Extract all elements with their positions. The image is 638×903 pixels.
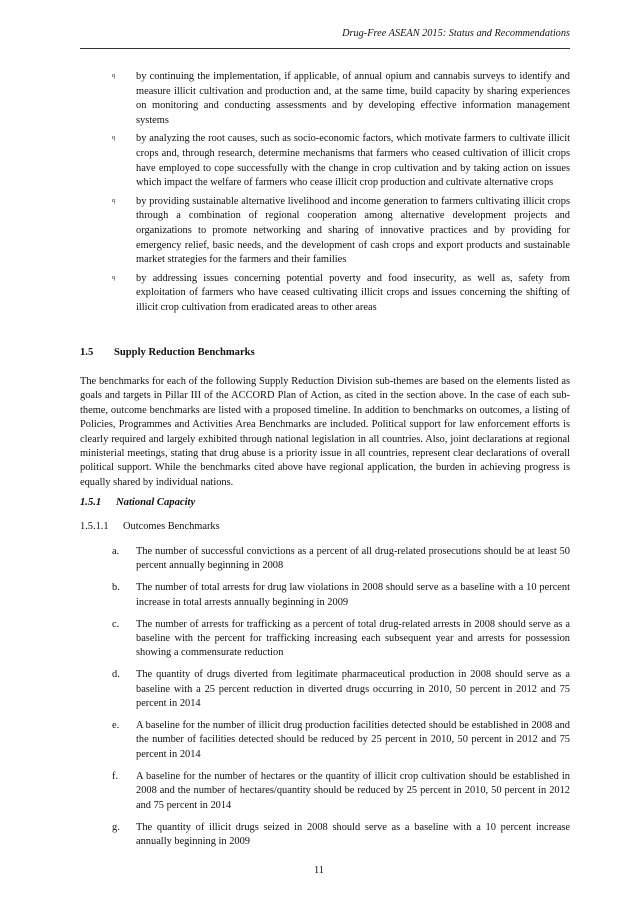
benchmark-letter: e. xyxy=(112,720,120,732)
section-title: Supply Reduction Benchmarks xyxy=(114,347,255,358)
benchmark-text: The number of successful convictions as a percent of all drug-related prosecutions should be at least 50 percent annually beginning in 2008 xyxy=(136,546,570,572)
subsubsection-heading xyxy=(80,520,570,534)
benchmark-item xyxy=(80,821,570,850)
section-paragraph: The benchmarks for each of the following Supply Reduction Division sub-themes are based on the elements listed as goals and targets in Pillar III of the ACCORD Plan of Action, as cited in the section above. In the case of each sub-theme, outcome benchmarks are listed with a proposed timeline. In addition to benchmarks on outcomes, a listing of Policies, Programmes and Activities Area Benchmarks are included. Political support for law enforcement efforts is clearly required and largely exhibited through national legislation in all countries. Also, joint declarations at regional ministerial meetings, stating that drug abuse is a priority issue in all countries, represent clear declarations of overall political support. While the benchmarks cited above have regional application, the burden in achieving progress is equally shared by individual nations. xyxy=(80,376,570,488)
benchmark-letter: g. xyxy=(112,821,120,833)
bullet-item xyxy=(80,272,570,316)
running-header: Drug-Free ASEAN 2015: Status and Recommendations xyxy=(342,28,570,39)
subsubsection-title: Outcomes Benchmarks xyxy=(123,521,220,532)
benchmark-letter: a. xyxy=(112,546,120,557)
subsubsection-number: 1.5.1.1 xyxy=(80,521,109,532)
benchmark-list xyxy=(80,545,570,857)
bullet-item xyxy=(80,132,570,190)
benchmark-text: A baseline for the number of hectares or the quantity of illicit crop cultivation should be established in 2008 and the number of hectares/quantity should be reduced by 25 percent in 2010, 50 percent in 2012 and 75 percent in 2014 xyxy=(136,770,570,811)
benchmark-item xyxy=(80,581,570,610)
section-number: 1.5 xyxy=(80,347,94,358)
bullet-text: by providing sustainable alternative livelihood and income generation to farmers cultivating illicit crops through a combination of regional cooperation among alternative development projects and organizations to promote networking and sharing of innovative practices and by providing for emergency relief, basic needs, and the development of cash crops and export products and sustainable market strategies for the farmers and their families xyxy=(136,195,570,266)
benchmark-letter: b. xyxy=(112,582,120,594)
bullet-text: by addressing issues concerning potential poverty and food insecurity, as well as, safety from exploitation of farmers who have ceased cultivating illicit crops and issues concerning the shifting of illicit crop cultivation from eradicated areas to other areas xyxy=(136,272,570,313)
benchmark-text: The number of total arrests for drug law violations in 2008 should serve as a baseline with a 10 percent increase in total arrests annually beginning in 2009 xyxy=(136,582,570,608)
bullet-text: by continuing the implementation, if applicable, of annual opium and cannabis surveys to identify and measure illicit cultivation and production and, at the same time, build capacity by sharing experiences on monitoring and conducting assessments and by developing effective information management systems xyxy=(136,71,570,126)
benchmark-letter: d. xyxy=(112,669,120,681)
benchmark-text: A baseline for the number of illicit drug production facilities detected should be established in 2008 and the number of facilities detected should be reduced by 25 percent in 2010, 50 percent in 2012 and 75 percent in 2014 xyxy=(136,720,570,760)
bullet-marker-icon: q xyxy=(112,73,115,79)
benchmark-text: The quantity of drugs diverted from legitimate pharmaceutical production in 2008 should serve as a baseline with a 25 percent reduction in diverted drugs occurring in 2010, 50 percent in 2012 and 75 percent in 2014 xyxy=(136,669,570,710)
bullet-item xyxy=(80,195,570,268)
benchmark-letter: f. xyxy=(112,770,119,782)
subsection-heading xyxy=(80,496,570,510)
bullet-list xyxy=(80,70,570,320)
benchmark-item xyxy=(80,719,570,762)
benchmark-item xyxy=(80,770,570,813)
bullet-marker-icon: q xyxy=(112,135,115,142)
benchmark-text: The quantity of illicit drugs seized in 2008 should serve as a baseline with a 10 percent increase annually beginning in 2009 xyxy=(136,821,570,847)
header-divider xyxy=(80,48,570,49)
page-number: 11 xyxy=(313,865,324,876)
section-heading xyxy=(80,346,570,360)
subsection-title: National Capacity xyxy=(116,497,196,508)
bullet-marker-icon: q xyxy=(112,274,115,281)
bullet-text: by analyzing the root causes, such as socio-economic factors, which motivate farmers to cultivate illicit crops and, through research, determine mechanisms that farmers who ceased cultivation of illicit crops have employed to cope successfully with the change in crop cultivation and by taking action on issues which impact the welfare of farmers who cease illicit crop production and cultivate alternative crops xyxy=(136,133,570,189)
benchmark-item xyxy=(80,668,570,711)
benchmark-item xyxy=(80,618,570,661)
bullet-item xyxy=(80,70,570,128)
subsection-number: 1.5.1 xyxy=(80,497,102,508)
bullet-marker-icon: q xyxy=(112,197,115,204)
benchmark-text: The number of arrests for trafficking as a percent of total drug-related arrests in 2008 should serve as a baseline with the percent for trafficking increasing each subsequent year and arrests for possession showing a commensurate reduction xyxy=(136,618,570,659)
benchmark-item xyxy=(80,545,570,574)
benchmark-letter: c. xyxy=(112,618,120,630)
